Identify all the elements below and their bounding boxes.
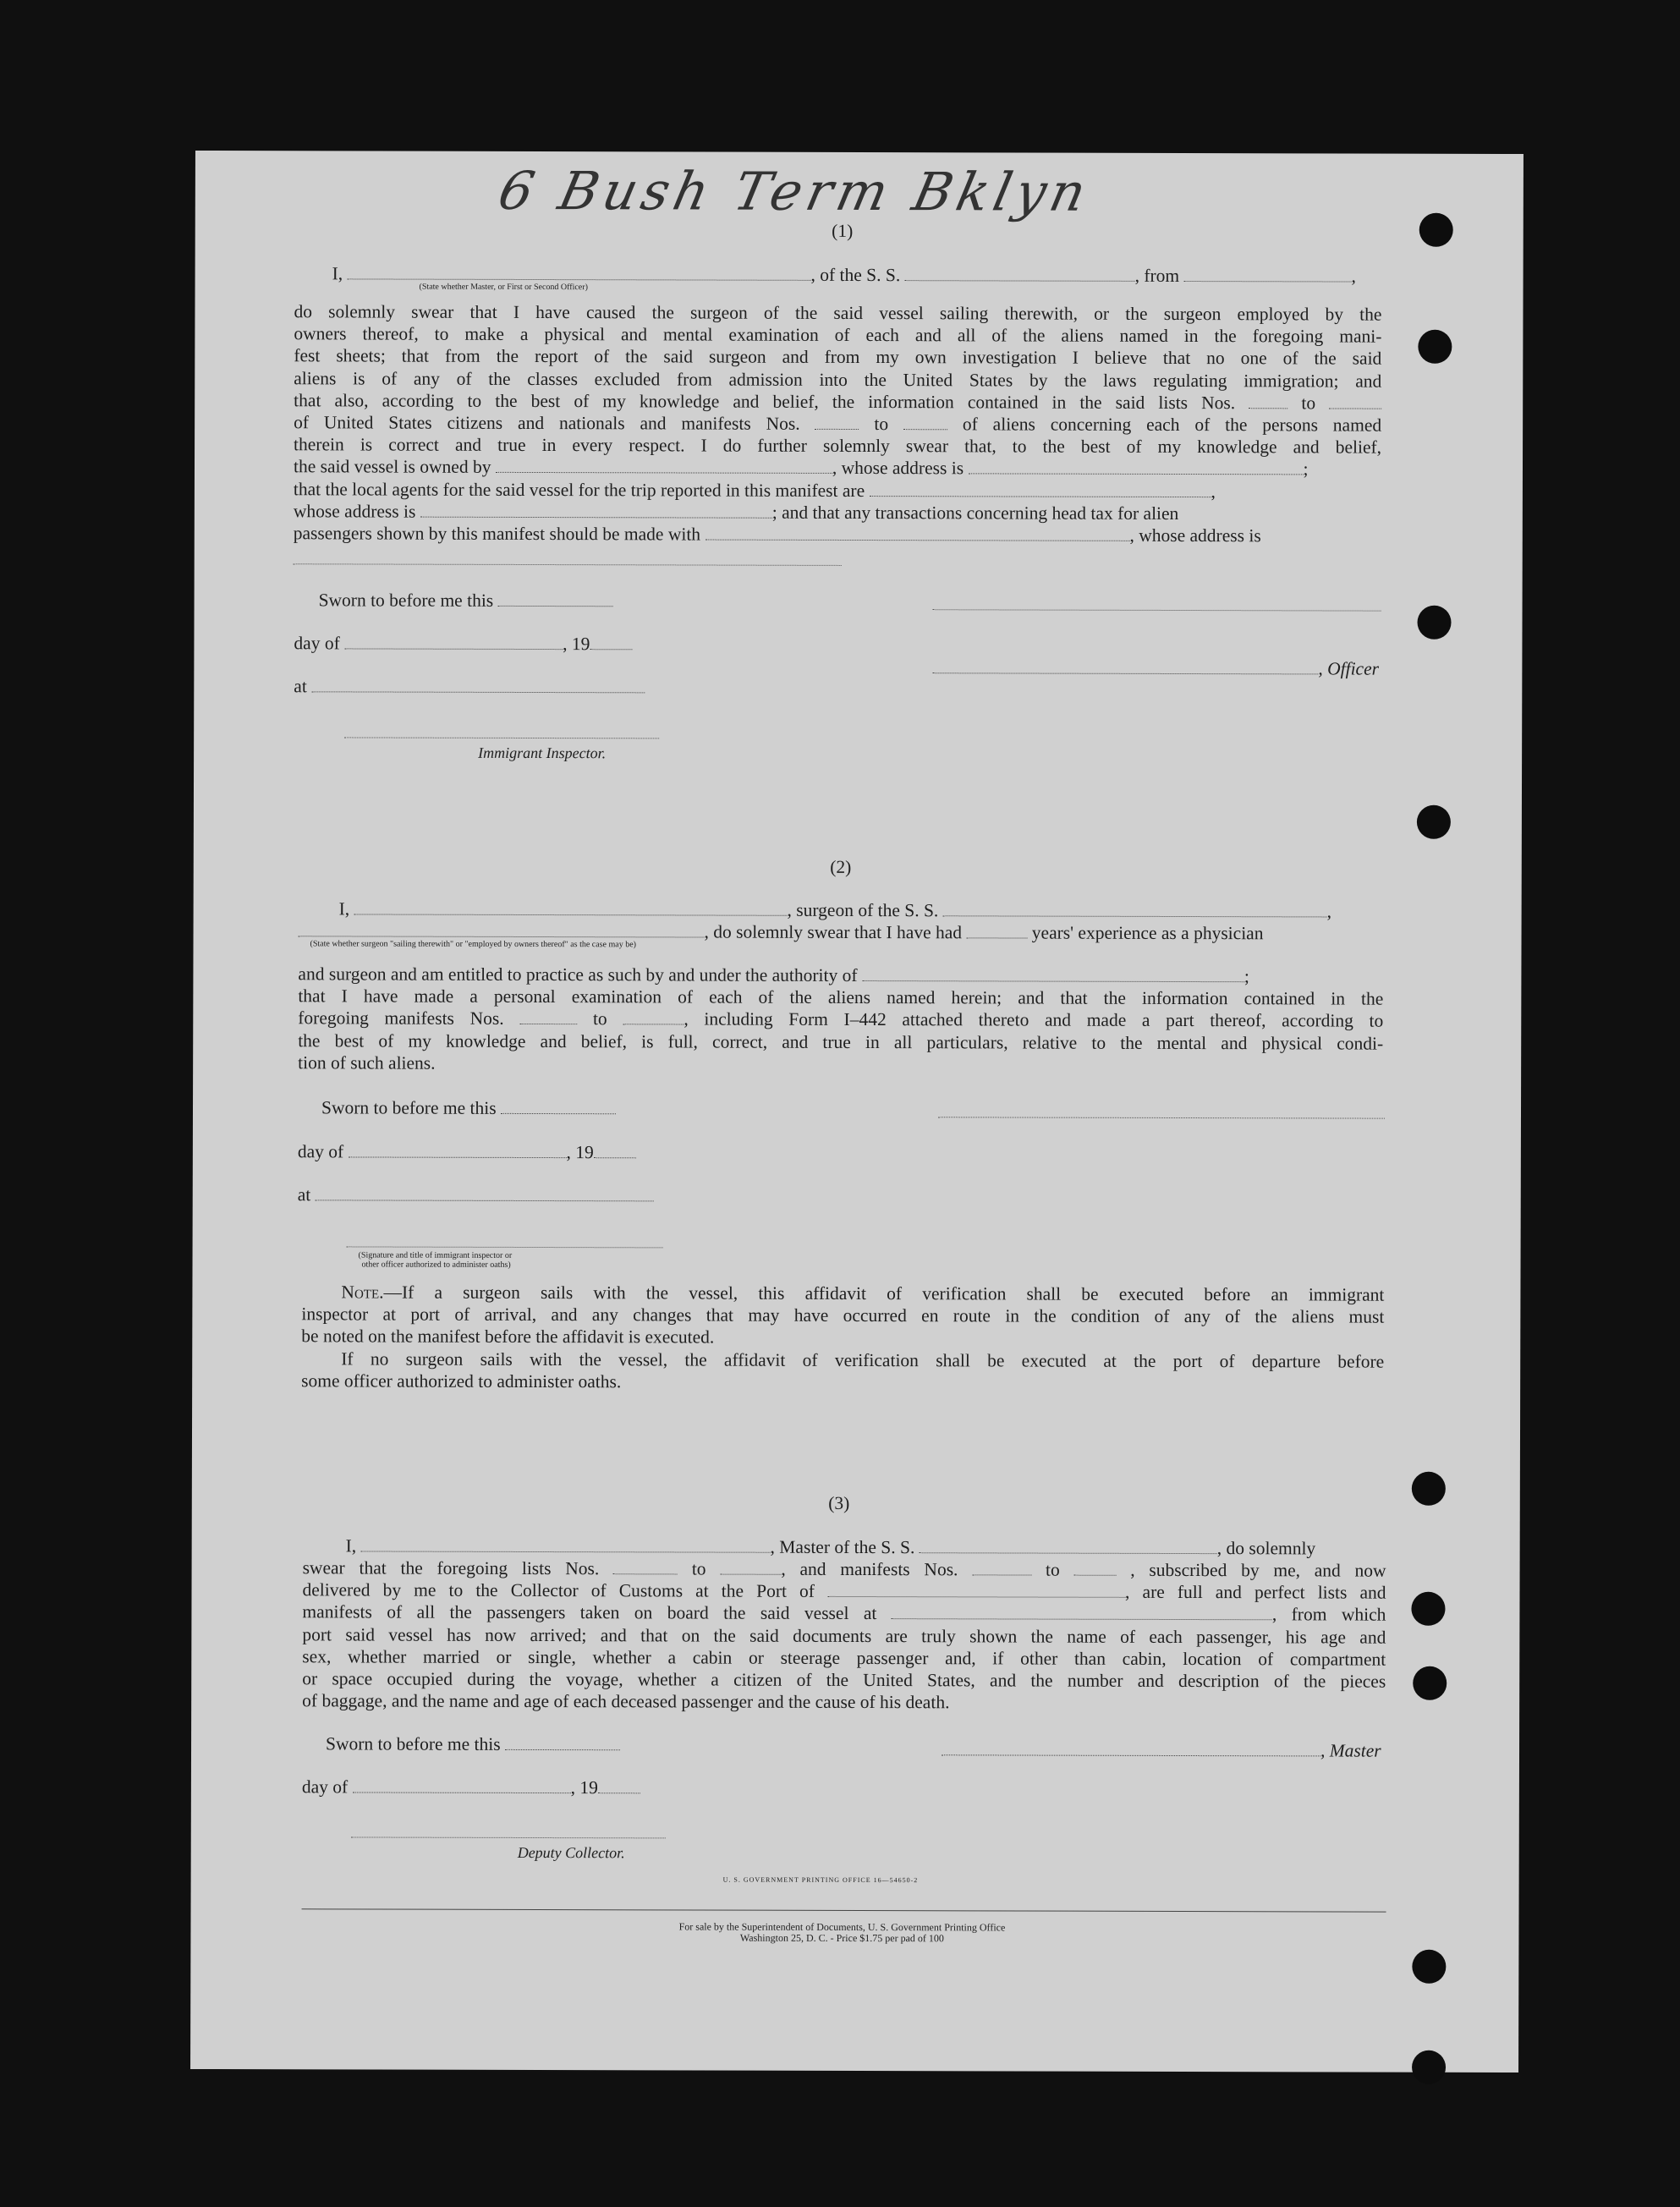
- officer-signature-line: [933, 609, 1381, 611]
- immigrant-inspector-label: Immigrant Inspector.: [478, 744, 607, 762]
- footer-rule: [302, 1908, 1386, 1912]
- section-1-officer-line: , Officer: [932, 656, 1379, 679]
- section-2-sworn: Sworn to before me this: [321, 1096, 616, 1119]
- signature-note-1: (Signature and title of immigrant inspector or: [358, 1250, 513, 1260]
- punch-hole: [1412, 2051, 1446, 2084]
- section-2-at: at: [298, 1183, 654, 1206]
- section-2-signature-line: [938, 1117, 1385, 1118]
- section-2-note: Note.—If a surgeon sails with the vessel, this affidavit of verification shall be executed before an immigrant inspector at port of arrival, and any changes that may have occurred en route in the condition of any of the aliens must be noted on the manifest before the affidavit is executed. If no surgeon sails with the vessel, the affidavit of verification shall be executed at the port of departure before some officer authorized to administer oaths.: [301, 1282, 1385, 1392]
- punch-hole: [1411, 1592, 1445, 1626]
- section-1-line-1: I, , of the S. S. , from ,: [332, 263, 1356, 287]
- handwritten-note: 6 Bush Term Bklyn: [492, 159, 1097, 223]
- inspector-signature-line: [344, 737, 659, 738]
- section-2-day-of: day of , 19: [298, 1140, 636, 1163]
- section-1-at: at: [294, 675, 645, 698]
- address-line: [294, 563, 842, 566]
- gpo-imprint: U. S. GOVERNMENT PRINTING OFFICE 16—54650-2: [722, 1875, 919, 1885]
- section-3-day-of: day of , 19: [302, 1776, 640, 1798]
- section-2-number: (2): [830, 856, 852, 877]
- deputy-collector-line: [351, 1836, 666, 1838]
- punch-hole: [1412, 1950, 1446, 1984]
- section-2-body: and surgeon and am entitled to practice as such by and under the authority of ; that I have made a personal examination of each of the aliens named herein; and that the information contained in the foregoing manifests Nos. to , including Form I–442 attached thereto and made a part thereof, according to the best of my knowledge and belief, is full, correct, and true in all particulars, relative to the mental and physical condi- tion of such aliens.: [298, 964, 1384, 1073]
- footer-line-2: Washington 25, D. C. - Price $1.75 per pad of 100: [739, 1931, 944, 1945]
- section-1-body: do solemnly swear that I have caused the surgeon of the said vessel sailing therewith, or the surgeon employed by the owners thereof, to make a physical and mental examination of each and all of the aliens named in the foregoing mani- fest sheets; that from the report of the said surgeon and from my own investigation I believe that no one of the said aliens is of any of the classes excluded from admission into the United States by the laws regulating immigration; and that also, according to the best of my knowledge and belief, the information contained in the said lists Nos. to of United States citizens and nationals and manifests Nos. to of aliens concerning each of the persons named therein is correct and true in every respect. I do further solemnly swear that, to the best of my knowledge and belief, the said vessel is owned by , whose address is ; that the local agents for the said vessel for the trip reported in this manifest are , whose address is ; and that any transactions concerning head tax for alien passengers shown by this manifest should be made with , whose address is: [293, 301, 1382, 546]
- section-1-number: (1): [832, 220, 854, 241]
- form-page: [190, 151, 1524, 2072]
- section-1-day-of: day of , 19: [294, 632, 632, 655]
- punch-hole: [1413, 1666, 1447, 1700]
- section-3-sworn: Sworn to before me this: [326, 1732, 620, 1755]
- officer-note: (State whether Master, or First or Second Officer): [419, 282, 588, 293]
- administering-officer-line: [347, 1246, 663, 1248]
- section-3-number: (3): [828, 1492, 850, 1513]
- surgeon-note: (State whether surgeon "sailing therewith" or "employed by owners thereof" as the case may be): [310, 939, 636, 950]
- section-3-body: swear that the foregoing lists Nos. to , and manifests Nos. to , subscribed by me, and now delivered by me to the Collector of Customs at the Port of , are full and perfect lists and manifests of all the passengers taken on board the said vessel at , from which port said vessel has now arrived; and that on the said documents are truly shown the name of each passenger, his age and sex, whether married or single, whether a cabin or steerage passenger and, if other than cabin, location of compartment or space occupied during the voyage, whether a citizen of the United States, and the number and description of the pieces of baggage, and the name and age of each deceased passenger and the cause of his death.: [302, 1557, 1386, 1713]
- section-2-line-2: , do solemnly swear that I have had years' experience as a physician: [299, 920, 1264, 944]
- footer-line-1: For sale by the Superintendent of Documents, U. S. Government Printing Office: [678, 1920, 1006, 1934]
- section-1-sworn: Sworn to before me this: [319, 589, 613, 612]
- signature-note-2: other officer authorized to administer oaths): [361, 1260, 511, 1270]
- punch-hole: [1417, 606, 1451, 640]
- section-3-line-1: I, , Master of the S. S. , do solemnly: [345, 1535, 1316, 1559]
- deputy-collector-label: Deputy Collector.: [517, 1843, 625, 1862]
- section-2-line-1: I, , surgeon of the S. S. ,: [338, 898, 1332, 922]
- master-signature-line: , Master: [942, 1738, 1381, 1761]
- punch-hole: [1418, 330, 1452, 364]
- punch-hole: [1417, 805, 1451, 839]
